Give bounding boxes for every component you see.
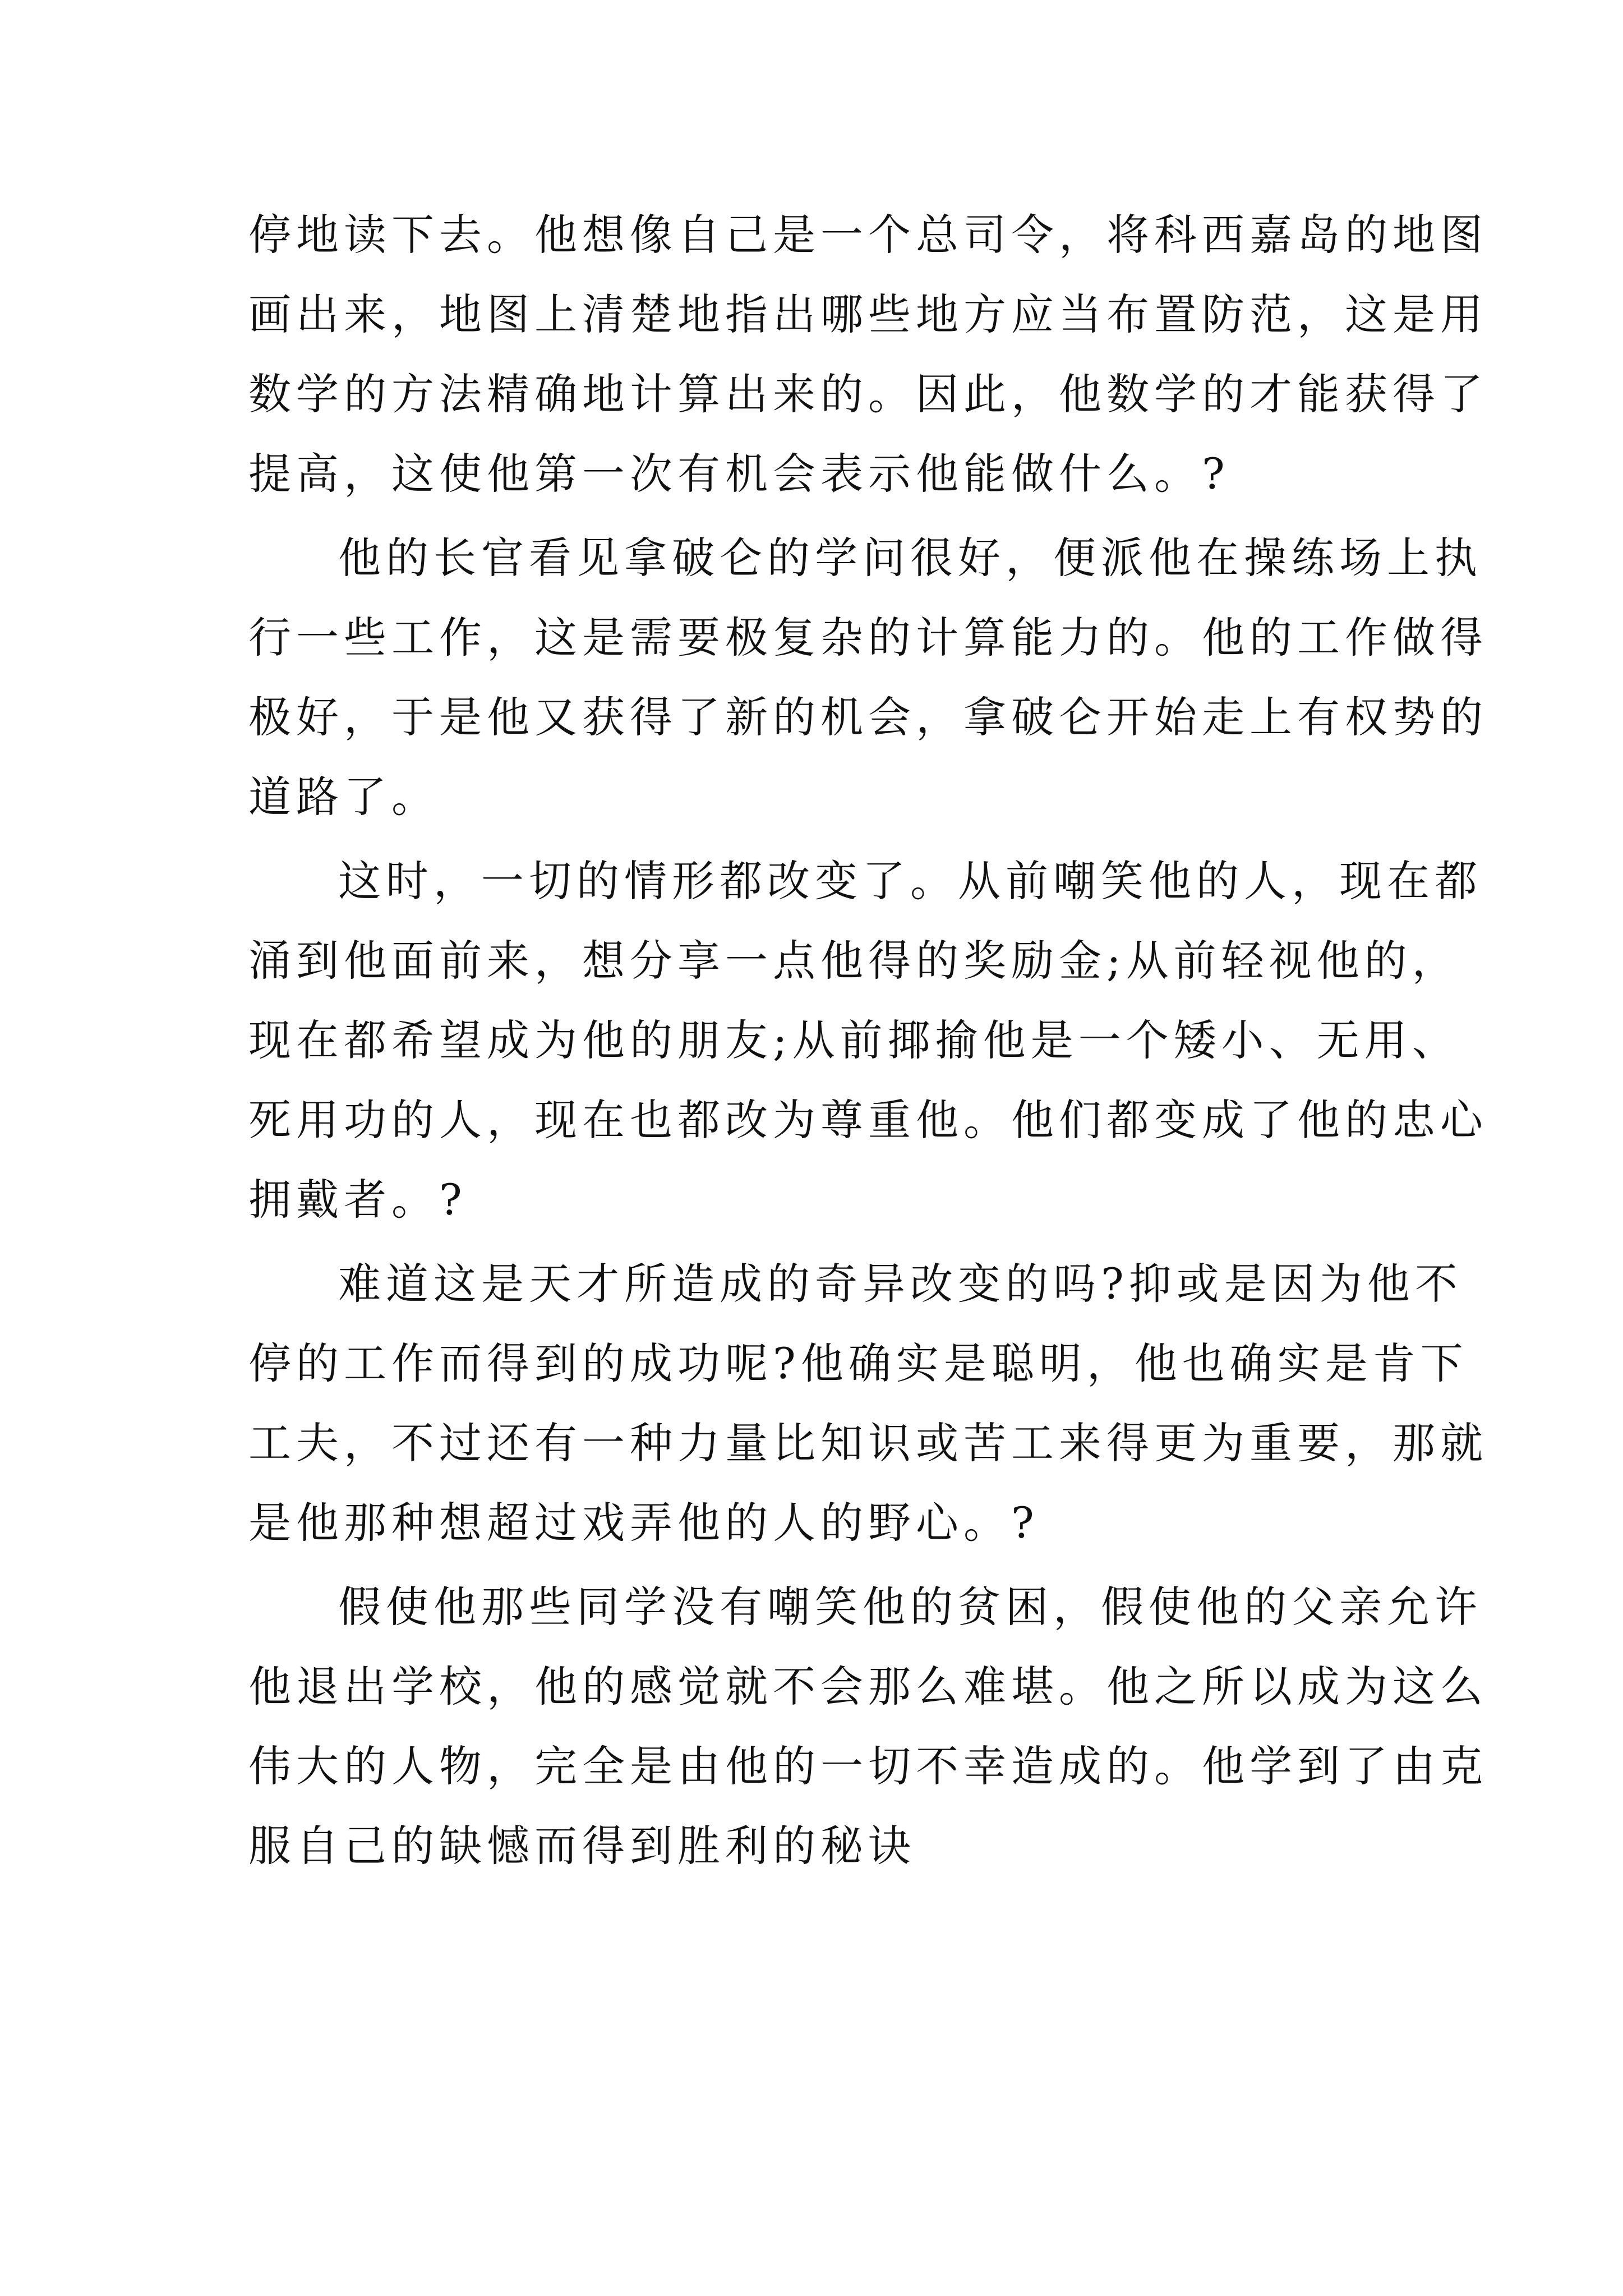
text-line: 服自己的缺憾而得到胜利的秘诀 <box>248 1821 916 1871</box>
text-line: 画出来，地图上清楚地指出哪些地方应当布置防范，这是用 <box>248 289 1488 339</box>
paragraph-first-line: 他的长官看见拿破仑的学问很好，便派他在操练场上执 <box>338 533 1482 583</box>
text-line: 停地读下去。他想像自己是一个总司令，将科西嘉岛的地图 <box>248 210 1488 260</box>
text-line: 现在都希望成为他的朋友;从前揶揄他是一个矮小、无用、 <box>248 1015 1460 1065</box>
text-line: 停的工作而得到的成功呢?他确实是聪明，他也确实是肯下 <box>248 1338 1468 1388</box>
text-line: 工夫，不过还有一种力量比知识或苦工来得更为重要，那就 <box>248 1418 1488 1468</box>
text-line: 数学的方法精确地计算出来的。因此，他数学的才能获得了 <box>248 369 1488 419</box>
text-line: 拥戴者。? <box>248 1175 467 1225</box>
text-line: 涌到他面前来，想分享一点他得的奖励金;从前轻视他的， <box>248 936 1460 986</box>
text-line: 道路了。 <box>248 772 439 822</box>
text-line: 行一些工作，这是需要极复杂的计算能力的。他的工作做得 <box>248 613 1488 662</box>
text-line: 他退出学校，他的感觉就不会那么难堪。他之所以成为这么 <box>248 1662 1488 1711</box>
paragraph-first-line: 难道这是天才所造成的奇异改变的吗?抑或是因为他不 <box>338 1259 1463 1309</box>
body-text <box>248 195 1488 1886</box>
paragraph-first-line: 假使他那些同学没有嘲笑他的贫困，假使他的父亲允许 <box>338 1582 1482 1632</box>
text-line: 伟大的人物，完全是由他的一切不幸造成的。他学到了由克 <box>248 1741 1488 1791</box>
text-line: 是他那种想超过戏弄他的人的野心。? <box>248 1498 1039 1548</box>
text-line: 提高，这使他第一次有机会表示他能做什么。? <box>248 449 1230 499</box>
paragraph-first-line: 这时，一切的情形都改变了。从前嘲笑他的人，现在都 <box>338 856 1482 906</box>
text-line: 死用功的人，现在也都改为尊重他。他们都变成了他的忠心 <box>248 1095 1488 1145</box>
text-line: 极好，于是他又获得了新的机会，拿破仑开始走上有权势的 <box>248 692 1488 742</box>
